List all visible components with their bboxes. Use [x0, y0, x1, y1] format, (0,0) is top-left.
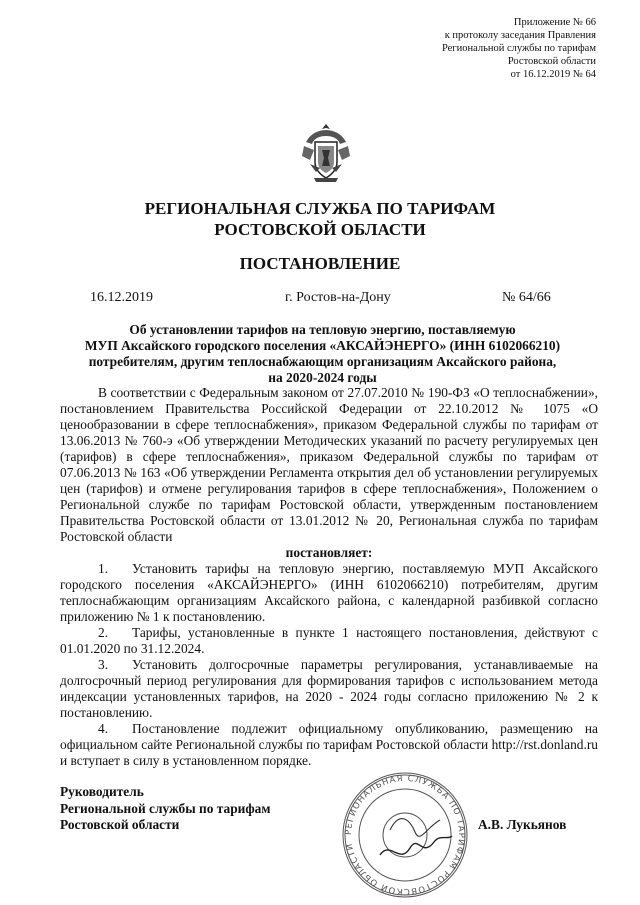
item-text: Установить тарифы на тепловую энергию, поставляемую МУП Аксайского городского поселения «АКСАЙЭНЕРГО» (ИНН 6102066210) потребителям, другим теплоснабжающим организациям Аксайского района, с календарной разбивкой согласно приложению № 1 к постановлению. [60, 561, 598, 624]
signer-role-line: Ростовской области [60, 817, 180, 832]
subject-line: МУП Аксайского городского поселения «АКСАЙЭНЕРГО» (ИНН 6102066210) [84, 338, 561, 353]
official-seal-icon [330, 770, 480, 900]
organization-name [0, 198, 640, 240]
appendix-line: к протоколу заседания Правления [444, 30, 596, 41]
appendix-line: Приложение № 66 [513, 17, 596, 28]
appendix-line: от 16.12.2019 № 64 [510, 69, 596, 80]
appendix-line: Региональной службы по тарифам [441, 43, 596, 54]
preamble-paragraph: В соответствии с Федеральным законом от 27.07.2010 № 190-ФЗ «О теплоснабжении», постановлением Правительства Российской Федерации от 22.10.2012 № 1075 «О ценообразовании в сфере теплоснабжения», приказом Федеральной службы по тарифам от 13.06.2013 № 760-э «Об утверждении Методических указаний по расчету регулируемых цен (тарифов) в сфере теплоснабжения», приказом Федеральной службы по тарифам от 07.06.2013 № 163 «Об утверждении Регламента открытия дел об установлении регулируемых цен (тарифов) и отмене регулирования тарифов в сфере теплоснабжения», Положением о Региональной службе по тарифам Ростовской области, утвержденным постановлением Правительства Ростовской области от 13.01.2012 № 20, Региональная служба по тарифам Ростовской области [60, 385, 598, 544]
signer-role-line: Региональной службы по тарифам [60, 800, 271, 816]
item-number: 1. [98, 561, 109, 576]
appendix-note [376, 16, 596, 81]
item-number: 3. [98, 657, 109, 672]
seal-ring-text: РЕГИОНАЛЬНАЯ СЛУЖБА ПО ТАРИФАМ РОСТОВСКОЙ ОБЛАСТИ [343, 773, 467, 897]
document-subject [60, 322, 585, 386]
decree-word: постановляет: [285, 545, 373, 560]
appendix-line: Ростовской области [507, 56, 596, 67]
item-text: Тарифы, установленные в пункте 1 настоящего постановления, действуют с 01.01.2020 по 31.12.2024. [60, 625, 598, 656]
subject-line: Об установлении тарифов на тепловую энергию, поставляемую [129, 322, 516, 337]
decree-item [60, 657, 598, 721]
signer-role-line: Руководитель [60, 784, 144, 799]
item-text: Установить долгосрочные параметры регулирования, устанавливаемые на долгосрочный период регулирования для формирования тарифов с использованием метода индексации установленных тарифов, на 2020 - 2024 годы согласно приложению № 2 к постановлению. [60, 657, 598, 720]
org-line-1: РЕГИОНАЛЬНАЯ СЛУЖБА ПО ТАРИФАМ [144, 199, 496, 218]
document-date: 16.12.2019 [90, 290, 153, 305]
org-line-2: РОСТОВСКОЙ ОБЛАСТИ [214, 220, 426, 239]
decree-item [60, 625, 598, 657]
document-type: ПОСТАНОВЛЕНИЕ [239, 254, 401, 273]
document-city: г. Ростов-на-Дону [285, 290, 391, 305]
decree-item [60, 561, 598, 625]
item-text: Постановление подлежит официальному опубликованию, размещению на официальном сайте Региональной службы по тарифам Ростовской области http://rst.donland.ru и вступает в силу в установленном порядке. [60, 721, 598, 768]
decree-item [60, 721, 598, 769]
document-body [60, 385, 598, 769]
item-number: 2. [98, 625, 109, 640]
document-number: № 64/66 [502, 290, 551, 305]
subject-line: на 2020-2024 годы [268, 370, 377, 385]
signer-role [60, 784, 270, 834]
signer-name: А.В. Лукьянов [478, 817, 567, 832]
subject-line: потребителям, другим теплоснабжающим организациям Аксайского района, [88, 354, 557, 369]
coat-of-arms-icon [300, 120, 352, 184]
item-number: 4. [98, 721, 109, 736]
